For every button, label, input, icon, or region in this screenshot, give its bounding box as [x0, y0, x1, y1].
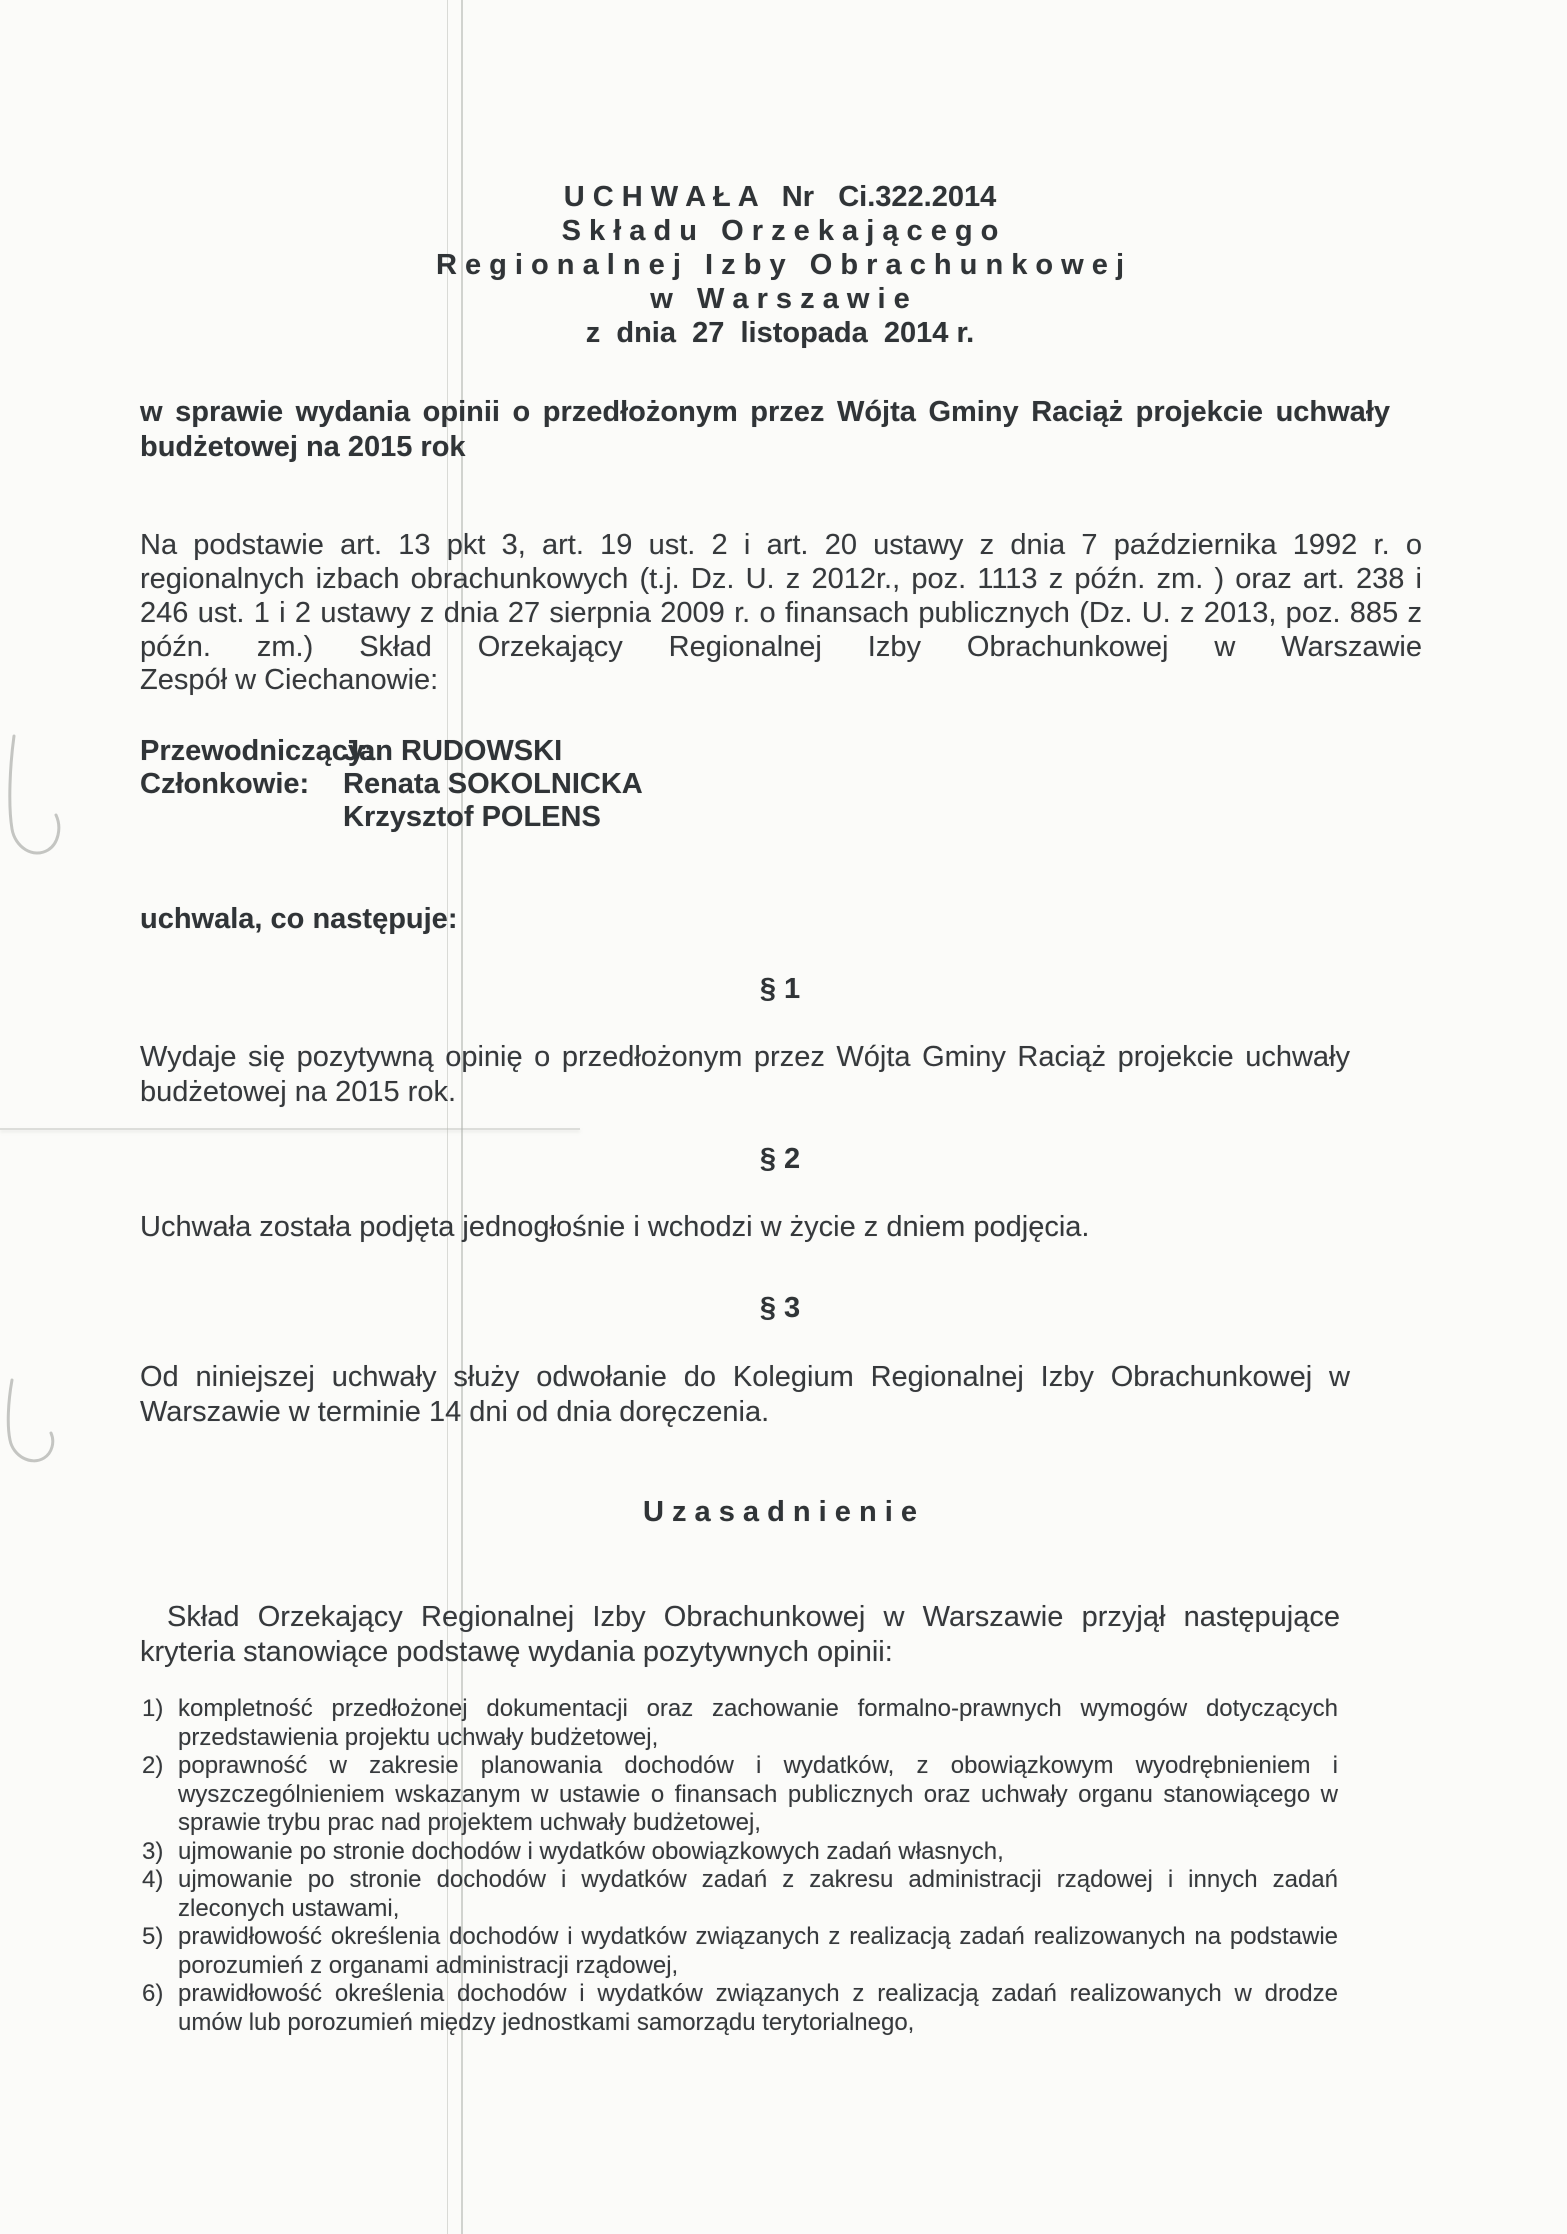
criterion-number: 1) [142, 1695, 164, 1722]
criterion-number: 4) [142, 1866, 164, 1893]
member-name: Krzysztof POLENS [343, 801, 601, 833]
criterion-text: kompletność przedłożonej dokumentacji oraz zachowanie formalno-prawnych wymogów dotyczących przedstawienia projektu uchwały budżetowej, [178, 1695, 1338, 1751]
title-block [140, 180, 1420, 350]
issuing-body-line: R e g i o n a l n e j I z b y O b r a c h u n k o w e j [435, 249, 1125, 281]
justification-heading: U z a s a d n i e n i e [643, 1496, 917, 1528]
pen-mark [0, 1376, 68, 1476]
subject-paragraph: w sprawie wydania opinii o przedłożonym przez Wójta Gminy Raciąż projekcie uchwały budżetowej na 2015 rok [140, 396, 1390, 463]
panel-block [140, 735, 1420, 834]
criterion-item [140, 1838, 1338, 1867]
criterion-number: 6) [142, 1980, 164, 2007]
section-2-text: Uchwała została podjęta jednogłośnie i wchodzi w życie z dniem podjęcia. [140, 1211, 1090, 1243]
issuing-body-line: S k ł a d u O r z e k a j ą c e g o [561, 215, 999, 247]
criterion-item [140, 1752, 1338, 1838]
criterion-item [140, 1695, 1338, 1752]
criteria-list [140, 1695, 1338, 2037]
horizontal-crease [0, 1128, 580, 1130]
criterion-text: poprawność w zakresie planowania dochodów i wydatków, z obowiązkowym wyodrębnieniem i wyszczególnieniem wskazanym w ustawie o finansach publicznych oraz uchwały organu stanowiącego w sprawie trybu prac nad projektem uchwały budżetowej, [178, 1752, 1338, 1836]
resolution-date: z dnia 27 listopada 2014 r. [585, 317, 975, 349]
criterion-text: prawidłowość określenia dochodów i wydatków związanych z realizacją zadań realizowanych w drodze umów lub porozumień między jednostkami samorządu terytorialnego, [178, 1980, 1338, 2036]
criterion-number: 2) [142, 1752, 164, 1779]
criterion-item [140, 1923, 1338, 1980]
legal-basis-tail: Zespół w Ciechanowie: [140, 664, 439, 696]
members-label: Członkowie: [140, 768, 310, 800]
members-label-spacer [140, 801, 343, 834]
criterion-item [140, 1980, 1338, 2037]
criterion-number: 3) [142, 1837, 164, 1865]
panel-row-chairman [140, 735, 1420, 768]
pen-mark [0, 733, 72, 868]
panel-row-member [140, 768, 1420, 801]
section-1-text: Wydaje się pozytywną opinię o przedłożonym przez Wójta Gminy Raciąż projekcie uchwały budżetowej na 2015 rok. [140, 1041, 1350, 1108]
member-name: Renata SOKOLNICKA [343, 768, 643, 800]
section-3-text: Od niniejszej uchwały służy odwołanie do Kolegium Regionalnej Izby Obrachunkowej w Warszawie w terminie 14 dni od dnia doręczenia. [140, 1361, 1350, 1428]
section-1-symbol: § 1 [759, 973, 801, 1005]
chairman-name: Jan RUDOWSKI [343, 735, 563, 767]
resolves-line: uchwala, co następuje: [140, 903, 458, 935]
criterion-text: ujmowanie po stronie dochodów i wydatków obowiązkowych zadań własnych, [178, 1837, 1004, 1865]
criterion-text: prawidłowość określenia dochodów i wydatków związanych z realizacją zadań realizowanych na podstawie porozumień z organami administracji rządowej, [178, 1923, 1338, 1979]
justification-intro: Skład Orzekający Regionalnej Izby Obrachunkowej w Warszawie przyjął następujące kryteria stanowiące podstawę wydania pozytywnych opinii: [140, 1601, 1340, 1668]
resolution-number: U C H W A Ł A Nr Ci.322.2014 [563, 181, 997, 213]
issuing-body-city: w W a r s z a w i e [650, 283, 910, 315]
criterion-item [140, 1866, 1338, 1923]
chairman-label: Przewodniczący: [140, 735, 374, 767]
section-3-symbol: § 3 [759, 1292, 801, 1324]
panel-row-member [140, 801, 1420, 834]
criterion-number: 5) [142, 1923, 164, 1950]
legal-basis-paragraph: Na podstawie art. 13 pkt 3, art. 19 ust. 2 i art. 20 ustawy z dnia 7 października 1992 r. o regionalnych izbach obrachunkowych (t.j. Dz. U. z 2012r., poz. 1113 z późn. zm. ) oraz art. 238 i 246 ust. 1 i 2 ustawy z dnia 27 sierpnia 2009 r. o finansach publicznych (Dz. U. z 2013, poz. 885 z późn. zm.) Skład Orzekający Regionalnej Izby Obrachunkowej w Warszawie [140, 529, 1422, 663]
section-2-symbol: § 2 [759, 1143, 801, 1175]
criterion-text: ujmowanie po stronie dochodów i wydatków zadań z zakresu administracji rządowej i innych zadań zleconych ustawami, [178, 1866, 1338, 1922]
